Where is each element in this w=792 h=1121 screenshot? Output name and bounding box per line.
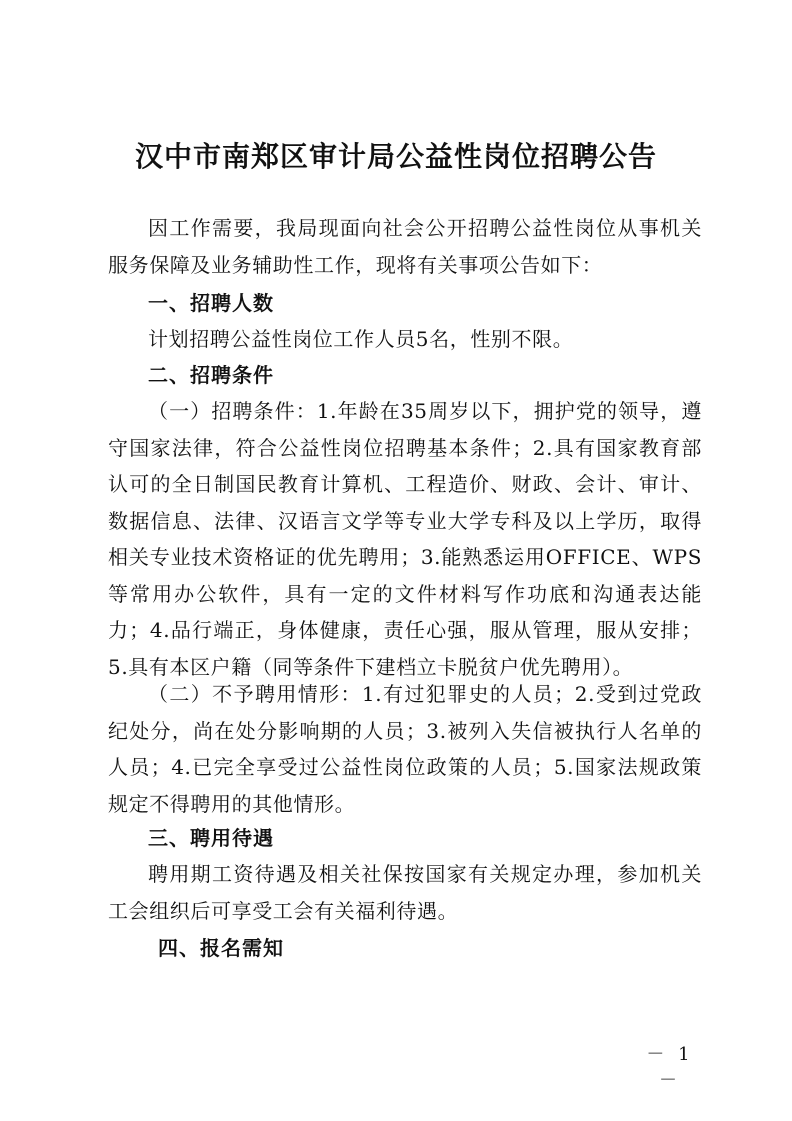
intro-paragraph: 因工作需要，我局现面向社会公开招聘公益性岗位从事机关服务保障及业务辅助性工作，现将有关事项公告如下：	[108, 216, 702, 277]
page-number: － 1 －	[646, 1044, 694, 1091]
section-heading-employment-benefits: 三、聘用待遇	[148, 826, 274, 850]
section-paragraph-benefits: 聘用期工资待遇及相关社保按国家有关规定办理，参加机关工会组织后可享受工会有关福利待遇。	[108, 862, 702, 923]
section-heading-recruitment-conditions: 二、招聘条件	[148, 363, 274, 387]
section-heading-registration-notice: 四、报名需知	[158, 936, 284, 960]
document-title: 汉中市南郑区审计局公益性岗位招聘公告	[134, 140, 657, 173]
section-paragraph-recruitment-number: 计划招聘公益性岗位工作人员5名，性别不限。	[148, 327, 574, 351]
section-paragraph-exclusions: （二）不予聘用情形：1.有过犯罪史的人员；2.受到过党政纪处分，尚在处分影响期的人员；3.被列入失信被执行人名单的人员；4.已完全享受过公益性岗位政策的人员；5.国家法规政策规定不得聘用的其他情形。	[108, 682, 702, 816]
section-heading-recruitment-number: 一、招聘人数	[148, 291, 274, 315]
section-paragraph-conditions: （一）招聘条件：1.年龄在35周岁以下，拥护党的领导，遵守国家法律，符合公益性岗位招聘基本条件；2.具有国家教育部认可的全日制国民教育计算机、工程造价、财政、会计、审计、数据信息、法律、汉语言文学等专业大学专科及以上学历，取得相关专业技术资格证的优先聘用；3.能熟悉运用OFFICE、WPS等常用办公软件，具有一定的文件材料写作功底和沟通表达能力；4.品行端正，身体健康，责任心强，服从管理，服从安排；5.具有本区户籍（同等条件下建档立卡脱贫户优先聘用）。	[108, 399, 702, 679]
